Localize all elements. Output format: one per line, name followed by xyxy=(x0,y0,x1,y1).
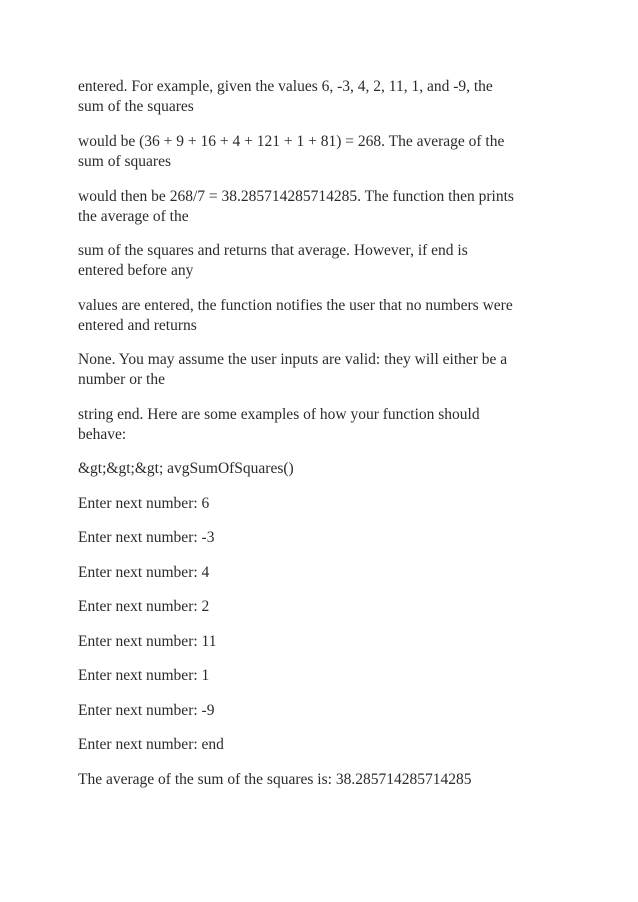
paragraph-4-line-1: sum of the squares and returns that average. However, if end is xyxy=(78,242,468,259)
paragraph-4-line-2: entered before any xyxy=(78,262,194,279)
paragraph-2 xyxy=(78,132,568,172)
code-line-input-7: Enter next number: -9 xyxy=(78,702,215,719)
paragraph-1-line-1: entered. For example, given the values 6, -3, 4, 2, 11, 1, and -9, the xyxy=(78,78,493,95)
code-line-result: The average of the sum of the squares is: 38.285714285714285 xyxy=(78,771,472,788)
code-line-input-2: Enter next number: -3 xyxy=(78,529,215,546)
code-line-input-3: Enter next number: 4 xyxy=(78,564,210,581)
code-line-input-5: Enter next number: 11 xyxy=(78,633,217,650)
paragraph-1-line-2: sum of the squares xyxy=(78,98,194,115)
paragraph-5-line-1: values are entered, the function notifies the user that no numbers were xyxy=(78,297,513,314)
code-line-input-6: Enter next number: 1 xyxy=(78,667,210,684)
paragraph-5-line-2: entered and returns xyxy=(78,317,197,334)
paragraph-7-line-2: behave: xyxy=(78,426,127,443)
paragraph-7 xyxy=(78,405,568,445)
paragraph-7-line-1: string end. Here are some examples of how your function should xyxy=(78,406,480,423)
paragraph-1 xyxy=(78,77,568,117)
paragraph-2-line-1: would be (36 + 9 + 16 + 4 + 121 + 1 + 81) = 268. The average of the xyxy=(78,133,505,150)
code-line-prompt: &gt;&gt;&gt; avgSumOfSquares() xyxy=(78,460,294,477)
paragraph-4 xyxy=(78,241,568,281)
paragraph-3-line-2: the average of the xyxy=(78,208,189,225)
paragraph-3 xyxy=(78,187,568,227)
paragraph-6-line-2: number or the xyxy=(78,371,165,388)
paragraph-6 xyxy=(78,350,568,390)
code-line-input-4: Enter next number: 2 xyxy=(78,598,210,615)
paragraph-3-line-1: would then be 268/7 = 38.285714285714285. The function then prints xyxy=(78,188,514,205)
paragraph-6-line-1: None. You may assume the user inputs are valid: they will either be a xyxy=(78,351,508,368)
paragraph-5 xyxy=(78,296,568,336)
code-line-input-end: Enter next number: end xyxy=(78,736,224,753)
paragraph-2-line-2: sum of squares xyxy=(78,153,171,170)
code-line-input-1: Enter next number: 6 xyxy=(78,495,210,512)
